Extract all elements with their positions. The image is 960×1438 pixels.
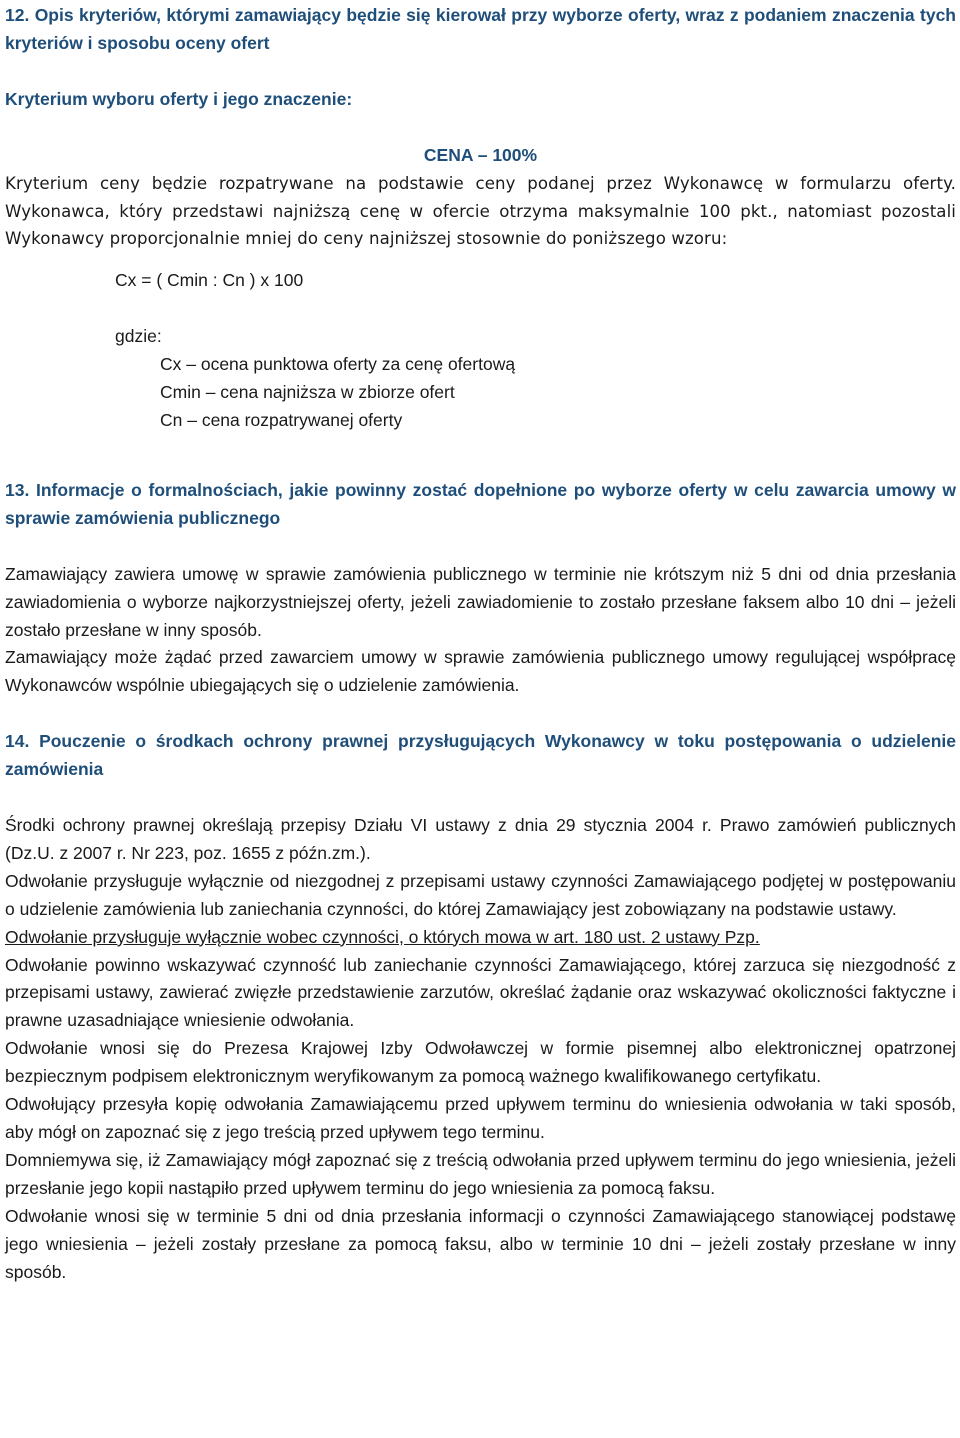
section-14-paragraph: Odwołanie powinno wskazywać czynność lub zaniechanie czynności Zamawiającego, której zarzuca się niezgodność z przepisami ustawy, zawierać zwięzłe przedstawienie zarzutów, określać żądanie oraz wskazywać okoliczności faktyczne i prawne uzasadniające wniesienie odwołania. xyxy=(5,954,956,1031)
definition-cmin: Cmin – cena najniższa w zbiorze ofert xyxy=(160,382,455,403)
section-14-paragraph-underlined: Odwołanie przysługuje wyłącznie wobec czynności, o których mowa w art. 180 ust. 2 ustawy Pzp. xyxy=(5,926,760,947)
section-14-paragraph: Domniemywa się, iż Zamawiający mógł zapoznać się z treścią odwołania przed upływem terminu do jego wniesienia, jeżeli przesłanie jego kopii nastąpiło przed upływem terminu do jego wniesienia za pomocą faksu. xyxy=(5,1149,956,1198)
criterion-title: Kryterium wyboru oferty i jego znaczenie: xyxy=(5,88,353,109)
definition-cx: Cx – ocena punktowa oferty za cenę ofertową xyxy=(160,354,516,375)
section-14-heading: 14. Pouczenie o środkach ochrony prawnej przysługujących Wykonawcy w toku postępowania o udzielenie zamówienia xyxy=(5,731,956,780)
section-12-body: Kryterium ceny będzie rozpatrywane na podstawie ceny podanej przez Wykonawcę w formularzu oferty. Wykonawca, który przedstawi najniższą cenę w ofercie otrzyma maksymalnie 100 pkt., natomiast pozostali Wykonawcy proporcjonalnie mniej do ceny najniższej stosownie do poniższego wzoru: xyxy=(5,173,956,249)
criterion-value: CENA – 100% xyxy=(423,144,538,165)
section-13-paragraph: Zamawiający może żądać przed zawarciem umowy w sprawie zamówienia publicznego umowy regulującej współpracę Wykonawców wspólnie ubiegających się o udzielenie zamówienia. xyxy=(5,647,956,696)
section-14-paragraph: Odwołanie wnosi się w terminie 5 dni od dnia przesłania informacji o czynności Zamawiającego stanowiącej podstawę jego wniesienia – jeżeli zostały przesłane za pomocą faksu, albo w terminie 10 dni – jeżeli zostały przesłane w inny sposób. xyxy=(5,1205,956,1282)
section-14-paragraph: Odwołanie wnosi się do Prezesa Krajowej Izby Odwoławczej w formie pisemnej albo elektronicznej opatrzonej bezpiecznym podpisem elektronicznym weryfikowanym za pomocą ważnego kwalifikowanego certyfikatu. xyxy=(5,1038,956,1087)
section-14-paragraph: Środki ochrony prawnej określają przepisy Działu VI ustawy z dnia 29 stycznia 2004 r. Prawo zamówień publicznych (Dz.U. z 2007 r. Nr 223, poz. 1655 z późn.zm.). xyxy=(5,815,956,863)
where-label: gdzie: xyxy=(115,326,162,347)
section-12-heading: 12. Opis kryteriów, którymi zamawiający będzie się kierował przy wyborze oferty, wraz z podaniem znaczenia tych kryteriów i sposobu oceny ofert xyxy=(5,5,956,53)
section-13-heading: 13. Informacje o formalnościach, jakie powinny zostać dopełnione po wyborze oferty w celu zawarcia umowy w sprawie zamówienia publicznego xyxy=(5,479,956,528)
section-14-paragraph: Odwołanie przysługuje wyłącznie od niezgodnej z przepisami ustawy czynności Zamawiającego podjętej w postępowaniu o udzielenie zamówienia lub zaniechania czynności, do której Zamawiający jest zobowiązany na podstawie ustawy. xyxy=(5,870,956,919)
price-formula: Cx = ( Cmin : Cn ) x 100 xyxy=(115,270,304,291)
section-14-paragraph: Odwołujący przesyła kopię odwołania Zamawiającemu przed upływem terminu do wniesienia odwołania w taki sposób, aby mógł on zapoznać się z jego treścią przed upływem tego terminu. xyxy=(5,1094,956,1142)
section-13-paragraph: Zamawiający zawiera umowę w sprawie zamówienia publicznego w terminie nie krótszym niż 5 dni od dnia przesłania zawiadomienia o wyborze najkorzystniejszej oferty, jeżeli zawiadomienie to zostało przesłane faksem albo 10 dni – jeżeli zostało przesłane w inny sposób. xyxy=(5,563,956,640)
definition-cn: Cn – cena rozpatrywanej oferty xyxy=(160,409,403,430)
